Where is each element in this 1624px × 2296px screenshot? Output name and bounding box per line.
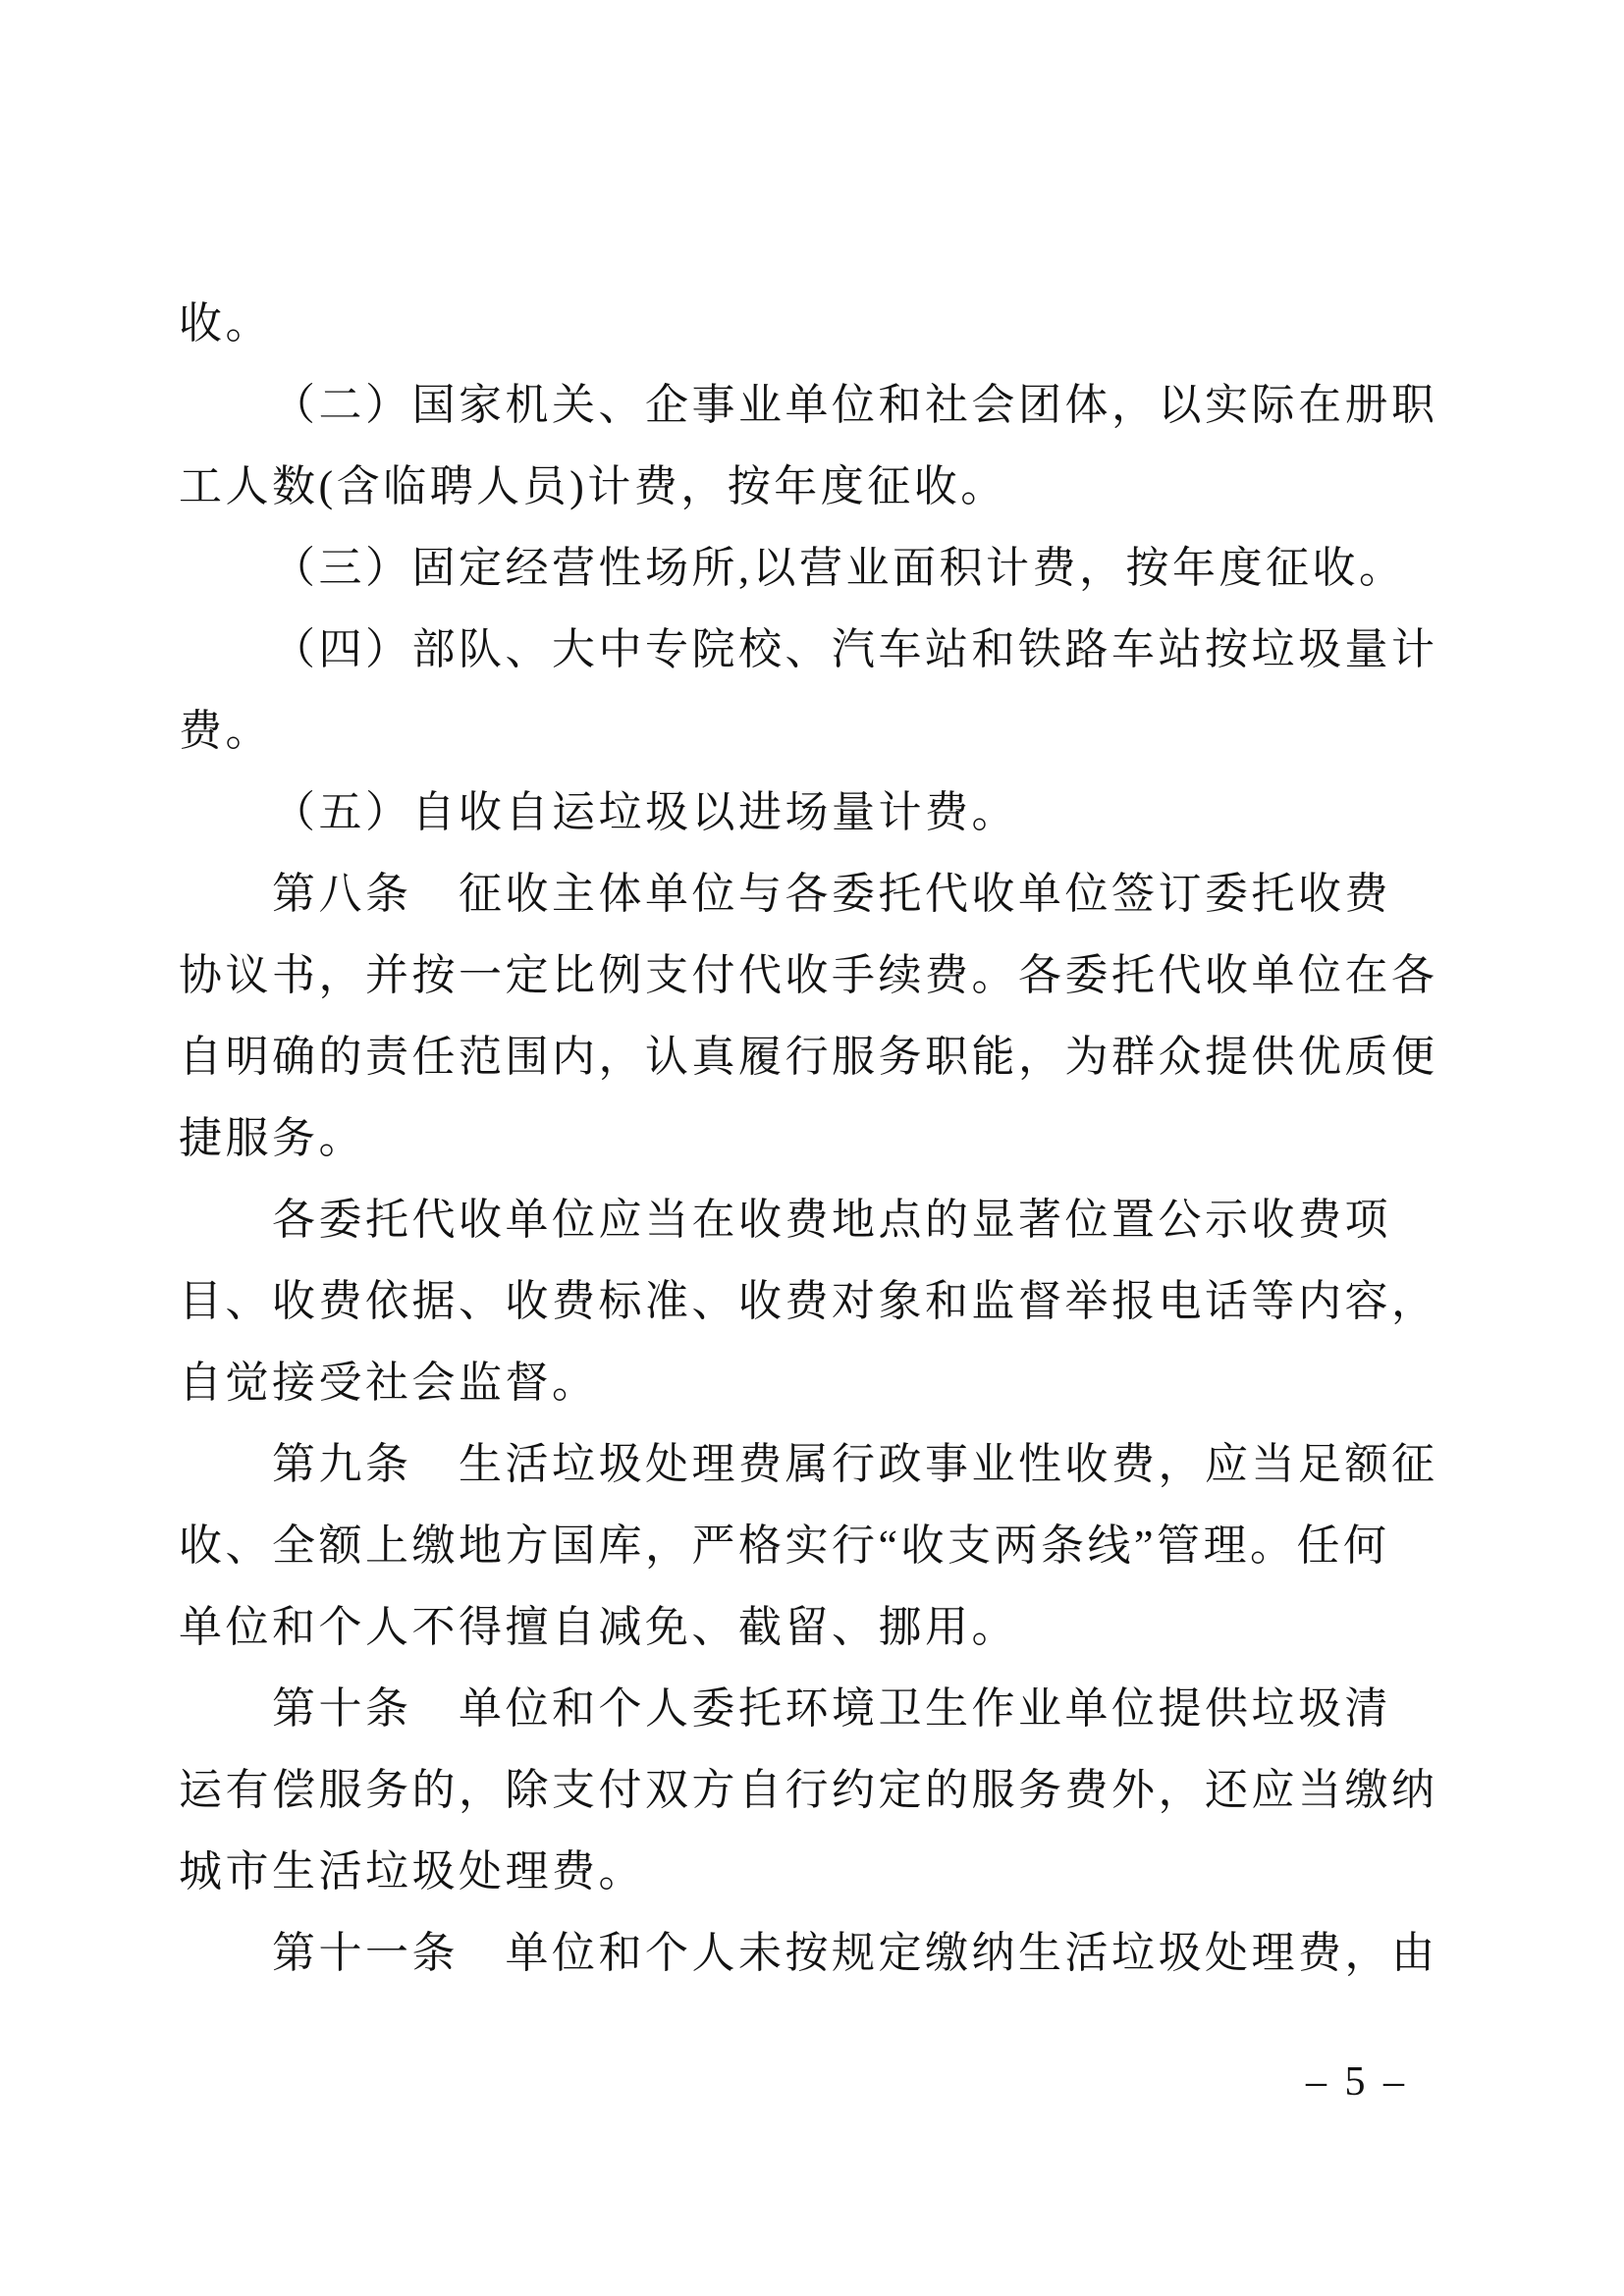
text-line: 工人数(含临聘人员)计费，按年度征收。 (179, 462, 1007, 510)
text-line: 第十条 单位和个人委托环境卫生作业单位提供垃圾清 (272, 1684, 1391, 1733)
text-line: 收。 (179, 299, 272, 347)
text-line: 自觉接受社会监督。 (179, 1359, 599, 1407)
text-line: （四）部队、大中专院校、汽车站和铁路车站按垃圾量计 (272, 625, 1438, 673)
document-body (179, 283, 1465, 1994)
text-line: 自明确的责任范围内，认真履行服务职能，为群众提供优质便 (179, 1033, 1438, 1081)
text-line: 第十一条 单位和个人未按规定缴纳生活垃圾处理费，由 (272, 1929, 1438, 1977)
text-line: 第八条 征收主体单位与各委托代收单位签订委托收费 (272, 870, 1391, 918)
text-line: 收、全额上缴地方国库，严格实行“收支两条线”管理。任何 (179, 1522, 1390, 1570)
text-line: 各委托代收单位应当在收费地点的显著位置公示收费项 (272, 1196, 1391, 1244)
text-line: 费。 (179, 707, 272, 755)
text-line: （三）固定经营性场所,以营业面积计费，按年度征收。 (272, 544, 1406, 592)
text-line: 协议书，并按一定比例支付代收手续费。各委托代收单位在各 (179, 951, 1438, 999)
text-line: 城市生活垃圾处理费。 (179, 1847, 645, 1896)
text-line: （二）国家机关、企事业单位和社会团体，以实际在册职 (272, 381, 1438, 429)
text-line: 单位和个人不得擅自减免、截留、挪用。 (179, 1603, 1018, 1651)
page-number: – 5 – (1306, 2059, 1408, 2105)
text-line: （五）自收自运垃圾以进场量计费。 (272, 788, 1018, 836)
text-line: 目、收费依据、收费标准、收费对象和监督举报电话等内容， (179, 1277, 1438, 1325)
text-line: 捷服务。 (179, 1114, 365, 1162)
text-line: 第九条 生活垃圾处理费属行政事业性收费，应当足额征 (272, 1440, 1438, 1488)
text-line: 运有偿服务的，除支付双方自行约定的服务费外，还应当缴纳 (179, 1766, 1438, 1814)
